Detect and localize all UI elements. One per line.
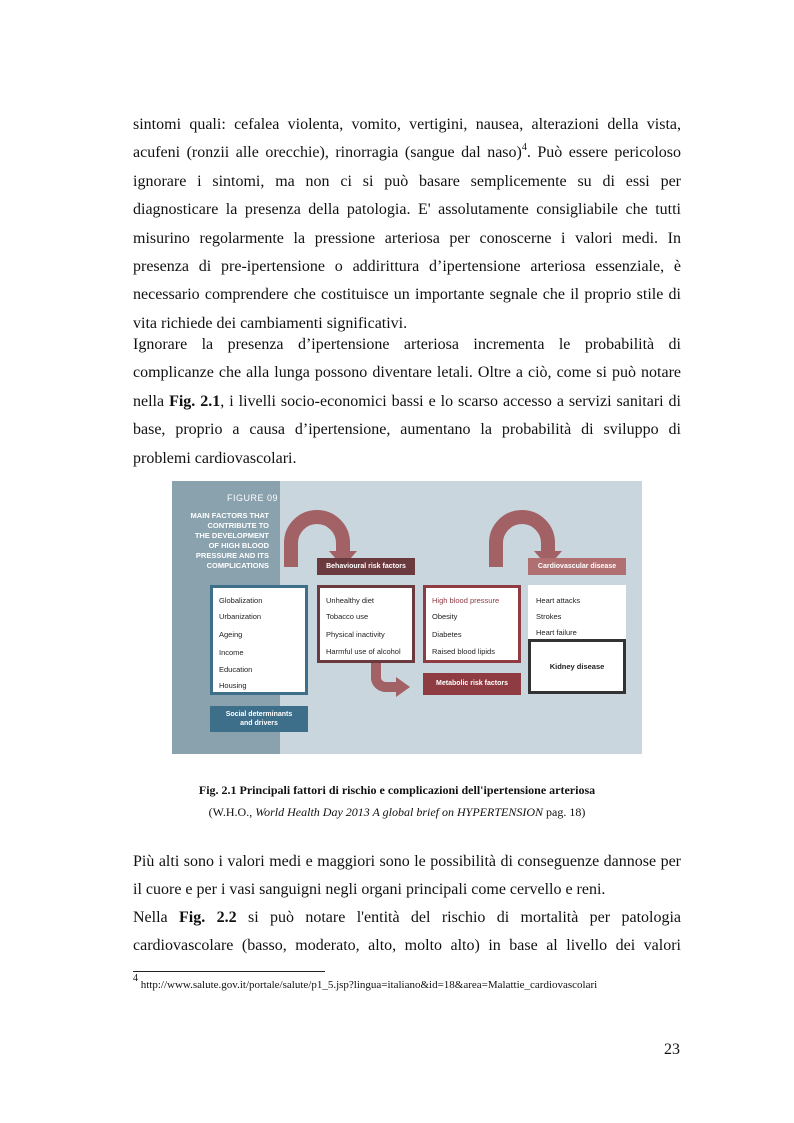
text-line: Più alti sono i valori medi e maggiori sono le possibilità di conseguenze dannose per xyxy=(133,853,681,870)
metabolic-tag: Metabolic risk factors xyxy=(423,673,521,695)
text-line: problemi cardiovascolari. xyxy=(133,449,297,467)
page-number: 23 xyxy=(664,1041,680,1058)
text-line: ignorare i sintomi, ma non ci si può basare semplicemente su di essi per xyxy=(133,172,681,190)
figure-source: (W.H.O., World Health Day 2013 A global brief on HYPERTENSION pag. 18) xyxy=(208,805,586,819)
footnote-link[interactable]: http://www.salute.gov.it/portale/salute/p1_5.jsp?lingua=italiano&id=18&area=Malattie_cardiovascolari xyxy=(138,979,598,991)
text-line: complicanze che alla lunga possono diventare letali. Oltre a ciò, come si può notare xyxy=(133,364,681,382)
text-line: vita richiede dei cambiamenti significativi. xyxy=(133,314,408,332)
footnote: $^4$ http://www.salute.gov.it/portale/salute/p1_5.jsp?lingua=italiano&id=18&area=Malattie_cardiovascolari xyxy=(133,973,598,991)
figure-caption: Fig. 2.1 Principali fattori di rischio e complicazioni dell'ipertensione arteriosa xyxy=(198,783,596,797)
figure-label: FIGURE 09 xyxy=(227,493,279,503)
figure-ref: Fig. 2.2 xyxy=(179,909,237,926)
text-line: sintomi quali: cefalea violenta, vomito, vertigini, nausea, alterazioni della vista, xyxy=(133,116,681,133)
kidney-disease-box: Kidney disease xyxy=(528,639,626,694)
text-line: cardiovascolare (basso, moderato, alto, molto alto) in base al livello dei valori xyxy=(133,937,681,955)
paragraph-complications xyxy=(133,331,681,473)
figure-title: MAIN FACTORS THAT CONTRIBUTE TO THE DEVELOPMENT OF HIGH BLOOD PRESSURE AND ITS COMPLICATIONS xyxy=(190,511,269,570)
text-line: acufeni (ronzii alle orecchie), rinorragia (sangue dal naso)$^4$. Può essere pericoloso xyxy=(133,142,681,162)
figure-risk-factors xyxy=(172,481,642,754)
text-line: il cuore e per i vasi sanguigni negli organi principali come cervello e reni. xyxy=(133,881,606,899)
text-line: misurino regolarmente la pressione arteriosa per conoscerne i valori medi. In xyxy=(133,229,681,247)
text-line: diagnosticare la presenza della patologia. E' assolutamente consigliabile che tutti xyxy=(133,201,681,219)
figure-ref: Fig. 2.1 xyxy=(169,392,221,410)
footnote-ref[interactable]: 4 xyxy=(521,142,527,154)
social-determinants-box: Globalization Urbanization Ageing Income Education Housing xyxy=(210,585,308,695)
footnote-divider xyxy=(133,971,325,972)
social-determinants-tag: Social determinants and drivers xyxy=(210,706,308,732)
metabolic-box: High blood pressure Obesity Diabetes Raised blood lipids xyxy=(423,585,521,663)
text-line: nella Fig. 2.1, i livelli socio-economici bassi e lo scarso accesso a servizi sanitari di xyxy=(133,392,682,410)
behavioural-box: Unhealthy diet Tobacco use Physical inactivity Harmful use of alcohol xyxy=(317,585,415,663)
cardiovascular-box: Heart attacks Strokes Heart failure xyxy=(528,585,626,641)
text-line: Nella Fig. 2.2 si può notare l'entità del rischio di mortalità per patologia xyxy=(133,909,682,926)
paragraph-symptoms xyxy=(133,111,681,338)
text-line: base, proprio a causa d’ipertensione, aumentano la probabilità di sviluppo di xyxy=(133,421,681,439)
text-line: Ignorare la presenza d’ipertensione arteriosa incrementa le probabilità di xyxy=(133,336,681,353)
text-line: presenza di pre-ipertensione o addirittura d’ipertensione arteriosa essenziale, è xyxy=(133,257,681,275)
text-line: necessario comprendere che costituisce un importante segnale che il proprio stile di xyxy=(133,286,681,304)
behavioural-tag: Behavioural risk factors xyxy=(317,558,415,575)
paragraph-mortality xyxy=(133,904,681,961)
cardiovascular-tag: Cardiovascular disease xyxy=(528,558,626,575)
paragraph-consequences xyxy=(133,848,681,905)
down-right-arrow-icon xyxy=(368,661,414,699)
